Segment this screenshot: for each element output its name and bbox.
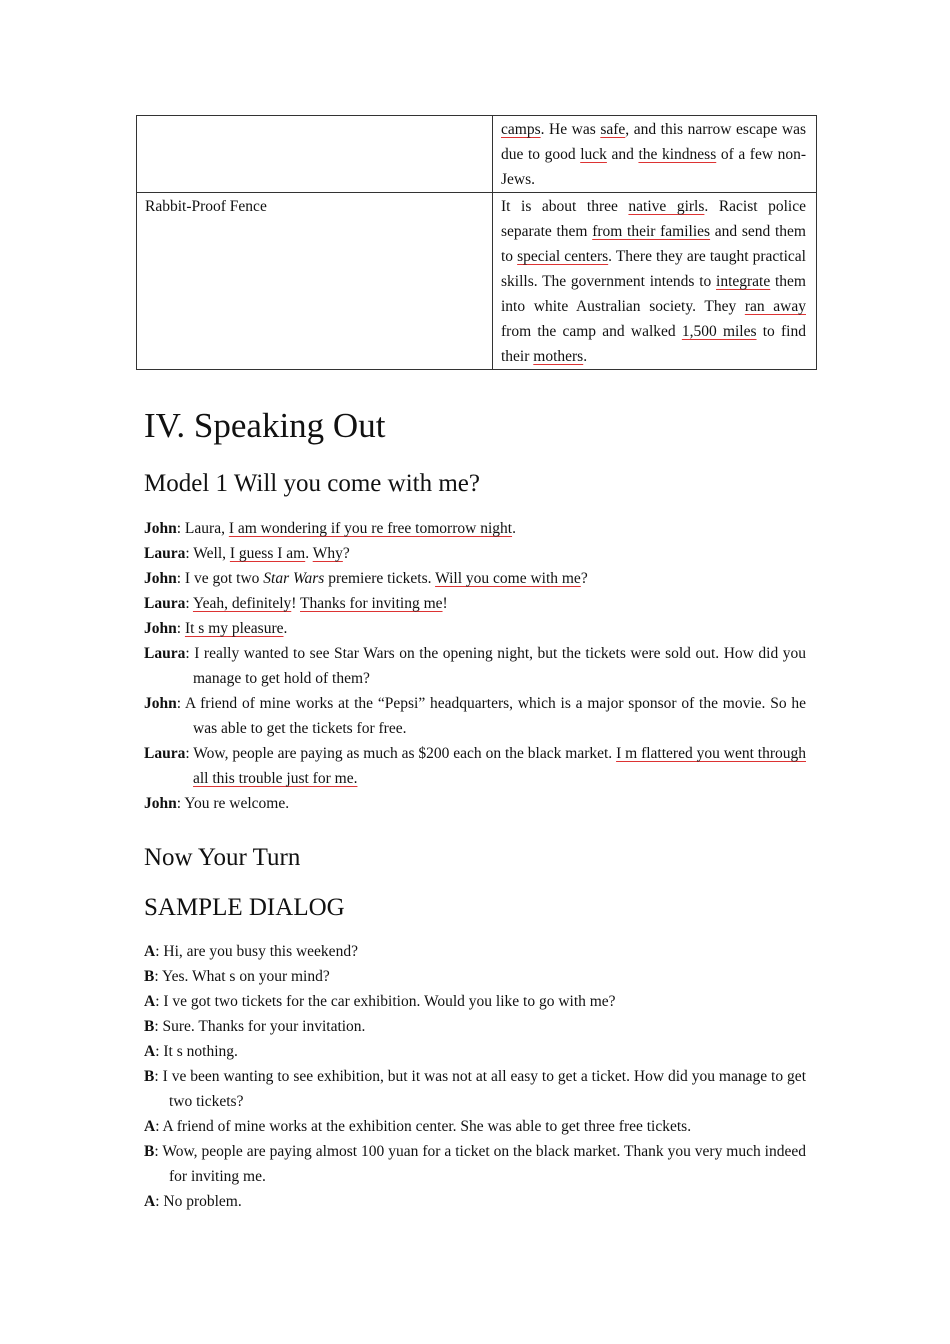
underlined-phrase: mothers xyxy=(533,348,584,365)
speaker-name: John xyxy=(144,695,177,712)
dialog-line: Laura: Yeah, definitely! Thanks for inviting me! xyxy=(144,595,448,612)
underlined-phrase: the kindness xyxy=(638,146,717,163)
speaker-name: Laura xyxy=(144,645,186,662)
underlined-phrase: Will you come with me xyxy=(435,570,581,587)
movie-title: Star Wars xyxy=(263,570,325,587)
dialog-line: John: Laura, I am wondering if you re free tomorrow night. xyxy=(144,520,516,537)
dialog-line: Laura: Wow, people are paying as much as $200 each on the black market. I m flattered you went through all this trouble just for me. xyxy=(144,745,806,787)
speaker-name: John xyxy=(144,620,177,637)
underlined-phrase: 1,500 miles xyxy=(681,323,757,340)
table-row xyxy=(137,193,817,370)
underlined-phrase: luck xyxy=(580,146,607,163)
speaker-name: B xyxy=(144,1018,155,1035)
speaker-name: John xyxy=(144,520,177,537)
underlined-phrase: Thanks for inviting me xyxy=(300,595,443,612)
dialog-line: B: Wow, people are paying almost 100 yuan for a ticket on the black market. Thank you very much indeed for inviting me. xyxy=(144,1143,806,1185)
dialog-line: A: Hi, are you busy this weekend? xyxy=(144,943,358,960)
dialog-line: Laura: I really wanted to see Star Wars on the opening night, but the tickets were sold out. How did you manage to get hold of them? xyxy=(144,645,806,687)
film-title-cell xyxy=(137,116,493,193)
speaker-name: Laura xyxy=(144,745,186,762)
underlined-phrase: I m flattered you went through all this trouble just for me. xyxy=(193,745,806,787)
now-your-turn-title: Now Your Turn xyxy=(144,844,301,871)
dialog-line: John: A friend of mine works at the “Pepsi” headquarters, which is a major sponsor of the movie. So he was able to get the tickets for free. xyxy=(144,695,806,737)
dialog-line: John: It s my pleasure. xyxy=(144,620,288,637)
speaker-name: Laura xyxy=(144,545,186,562)
underlined-phrase: It s my pleasure xyxy=(184,620,284,637)
underlined-phrase: special centers xyxy=(517,248,609,265)
underlined-phrase: Why xyxy=(312,545,343,562)
speaker-name: A xyxy=(144,943,156,960)
speaker-name: A xyxy=(144,1043,156,1060)
table-row xyxy=(137,116,817,193)
speaker-name: A xyxy=(144,1193,156,1210)
film-summary-cell: camps. He was safe, and this narrow escape was due to good luck and the kindness of a few non-Jews. xyxy=(493,116,817,193)
speaker-name: B xyxy=(144,1068,155,1085)
underlined-phrase: camps xyxy=(501,121,541,138)
sample-dialog xyxy=(144,939,806,1214)
dialog-line: John: You re welcome. xyxy=(144,795,290,812)
dialog-line: A: No problem. xyxy=(144,1193,242,1210)
dialog-line: A: It s nothing. xyxy=(144,1043,238,1060)
film-summary-table xyxy=(136,115,817,370)
speaker-name: A xyxy=(144,1118,156,1135)
underlined-phrase: from their families xyxy=(592,223,711,240)
speaker-name: John xyxy=(144,795,177,812)
dialog-line: A: I ve got two tickets for the car exhibition. Would you like to go with me? xyxy=(144,993,616,1010)
section-title: IV. Speaking Out xyxy=(144,406,386,445)
dialog-line: B: Sure. Thanks for your invitation. xyxy=(144,1018,366,1035)
film-title-cell: Rabbit-Proof Fence xyxy=(137,193,493,370)
underlined-phrase: ran away xyxy=(744,298,806,315)
dialog-line: A: A friend of mine works at the exhibition center. She was able to get three free tickets. xyxy=(144,1118,692,1135)
underlined-phrase: Yeah, definitely xyxy=(192,595,292,612)
underlined-phrase: I am wondering if you re free tomorrow night xyxy=(228,520,513,537)
speaker-name: Laura xyxy=(144,595,186,612)
speaker-name: John xyxy=(144,570,177,587)
underlined-phrase: I guess I am xyxy=(229,545,306,562)
dialog-line: John: I ve got two Star Wars premiere tickets. Will you come with me? xyxy=(144,570,588,587)
speaker-name: A xyxy=(144,993,156,1010)
dialog-line: B: Yes. What s on your mind? xyxy=(144,968,330,985)
dialog-line: B: I ve been wanting to see exhibition, but it was not at all easy to get a ticket. How did you manage to get two tickets? xyxy=(144,1068,806,1110)
film-summary-cell: It is about three native girls. Racist police separate them from their families and send them to special centers. There they are taught practical skills. The government intends to integrate them into white Australian society. They ran away from the camp and walked 1,500 miles to find their mothers. xyxy=(493,193,817,370)
model-dialog xyxy=(144,516,806,816)
underlined-phrase: safe xyxy=(600,121,626,138)
dialog-line: Laura: Well, I guess I am. Why? xyxy=(144,545,350,562)
sample-dialog-title: SAMPLE DIALOG xyxy=(144,894,345,921)
underlined-phrase: native girls xyxy=(628,198,705,215)
model-title: Model 1 Will you come with me? xyxy=(144,470,480,497)
speaker-name: B xyxy=(144,968,155,985)
underlined-phrase: integrate xyxy=(716,273,771,290)
speaker-name: B xyxy=(144,1143,155,1160)
